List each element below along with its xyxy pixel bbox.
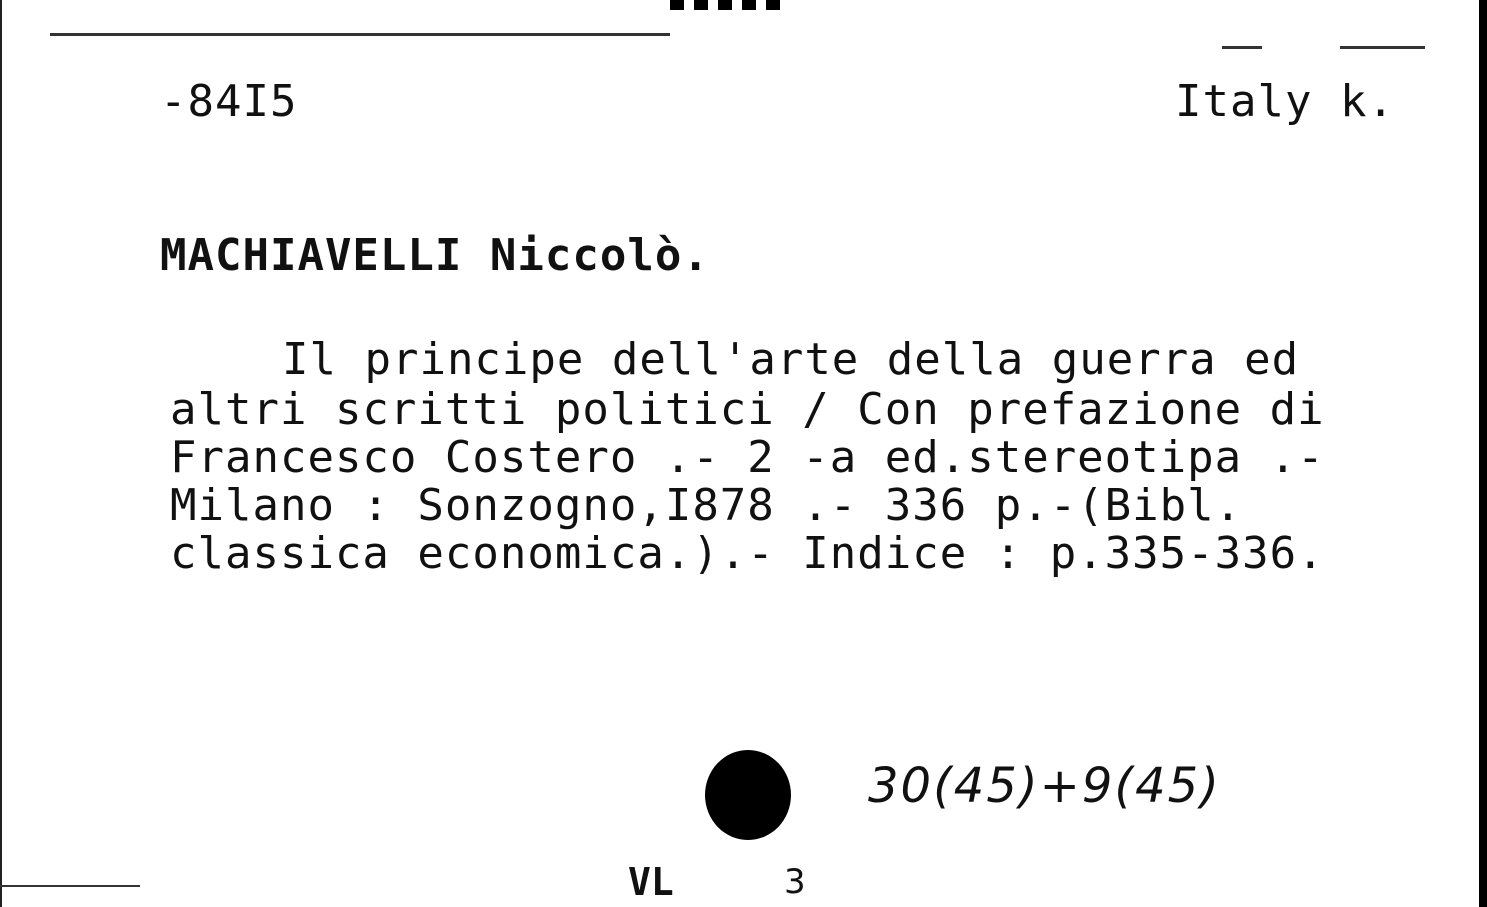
card-edge-left xyxy=(0,0,2,907)
description-line: altri scritti politici / Con prefazione di xyxy=(170,384,1325,435)
bottom-edge-line xyxy=(0,885,140,887)
description-line: classica economica.).- Indice : p.335-336. xyxy=(170,528,1325,579)
punch-hole xyxy=(705,750,791,840)
call-number: -84I5 xyxy=(160,76,298,127)
description-line: Francesco Costero .- 2 -a ed.stereotipa .- xyxy=(170,432,1325,483)
location-code: Italy k. xyxy=(1175,76,1395,127)
top-rule-right xyxy=(1222,46,1262,49)
description-line: Milano : Sonzogno,I878 .- 336 p.-(Bibl. xyxy=(170,480,1243,531)
top-rule-left xyxy=(50,33,670,36)
author-heading: MACHIAVELLI Niccolò. xyxy=(160,230,710,281)
footer-number: 3 xyxy=(784,862,806,902)
classification-handwritten: 30(45)+9(45) xyxy=(868,758,1221,814)
scan-mark-top xyxy=(670,0,780,10)
description-line: Il principe dell'arte della guerra ed xyxy=(282,334,1300,385)
card-edge-right xyxy=(1479,0,1487,907)
top-rule-right-long xyxy=(1340,46,1425,49)
footer-code: VL xyxy=(628,860,674,904)
